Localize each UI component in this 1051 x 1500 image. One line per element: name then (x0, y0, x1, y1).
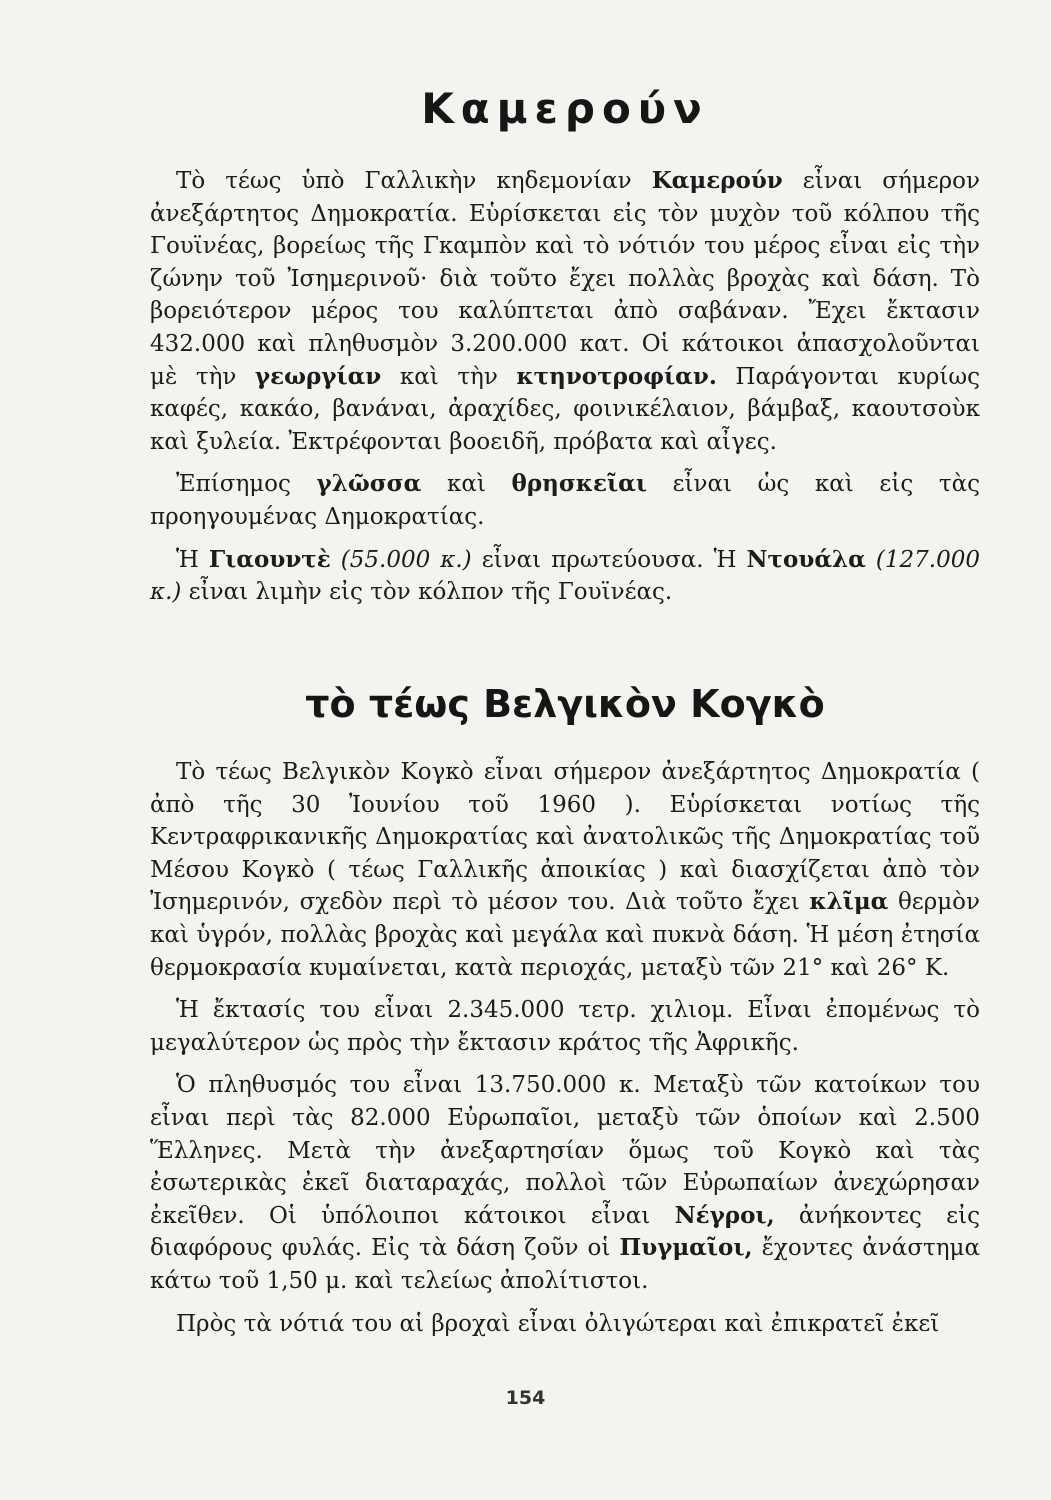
text-run: Ἡ (176, 546, 209, 573)
text-run: θερμὸν καὶ ὑγρόν, πολλὰς βροχὰς καὶ μεγάλα καὶ πυκνὰ δάση. Ἡ μέση ἐτησία θερμοκρασία κυμαίνεται, κατὰ περιοχάς, μεταξὺ τῶν 21° καὶ 26° Κ. (150, 889, 980, 981)
italic-figure: (127.000 κ.) (150, 546, 980, 606)
text-run: εἶναι σήμερον ἀνεξάρτητος Δημοκρατία. Εὑρίσκεται εἰς τὸν μυχὸν τοῦ κόλπου τῆς Γουϊνέας, βορείως τῆς Γκαμπὸν καὶ τὸ νότιόν του μέρος εἶναι εἰς τὴν ζώνην τοῦ Ἰσημερινοῦ· διὰ τοῦτο ἔχει πολλὰς βροχὰς καὶ δάση. Τὸ βορειότερον μέρος του καλύπτεται ἀπὸ σαβάναν. Ἔχει ἔκτασιν 432.000 καὶ πληθυσμὸν 3.200.000 κατ. Οἱ κάτοικοι ἀπασχολοῦνται μὲ τὴν (150, 168, 981, 390)
section-title-congo: τὸ τέως Βελγικὸν Κογκὸ (305, 682, 825, 726)
paragraph (150, 1069, 980, 1297)
text-run: καὶ τὴν (381, 363, 517, 390)
bold-term: κλῖμα (809, 888, 889, 916)
text-run: εἶναι λιμὴν εἰς τὸν κόλπον τῆς Γουϊνέας. (181, 579, 673, 606)
paragraph (150, 165, 980, 458)
paragraph: Πρὸς τὰ νότιά του αἱ βροχαὶ εἶναι ὀλιγώτεραι καὶ ἐπικρατεῖ ἐκεῖ (176, 1310, 940, 1337)
text-run: ἔχοντες ἀνάστημα κάτω τοῦ 1,50 μ. καὶ τελείως ἀπολίτιστοι. (150, 1235, 980, 1294)
paragraph (150, 756, 980, 984)
text-run: ἀνήκοντες εἰς διαφόρους φυλάς. Εἰς τὰ δάση ζοῦν οἱ (150, 1202, 980, 1262)
text-run: Ὁ πληθυσμός του εἶναι 13.750.000 κ. Μεταξὺ τῶν κατοίκων του εἶναι περὶ τὰς 82.000 Εὐρωπαῖοι, μεταξὺ τῶν ὁποίων καὶ 2.500 Ἕλληνες. Μετὰ τὴν ἀνεξαρτησίαν ὅμως τοῦ Κογκὸ καὶ τὰς ἐσωτερικὰς ἐκεῖ διαταραχάς, πολλοὶ τῶν Εὐρωπαίων ἀνεχώρησαν ἐκεῖθεν. Οἱ ὑπόλοιποι κάτοικοι εἶναι (150, 1072, 980, 1229)
bold-term: γεωργίαν (254, 362, 382, 390)
bold-term: Πυγμαῖοι, (619, 1234, 753, 1262)
text-run: Ἐπίσημος (176, 471, 317, 498)
bold-term: Καμερούν (651, 167, 783, 194)
text-run: Τὸ τέως ὑπὸ Γαλλικὴν κηδεμονίαν (176, 168, 652, 194)
paragraph (150, 544, 980, 609)
text-run: εἶναι πρωτεύουσα. Ἡ (471, 546, 747, 573)
italic-figure: (55.000 κ.) (330, 546, 472, 573)
bold-term: θρησκεῖαι (511, 470, 647, 498)
bold-term: κτηνοτροφίαν. (516, 362, 717, 390)
paragraph (150, 468, 980, 533)
bold-term: Νέγροι, (674, 1201, 775, 1229)
text-run: εἶναι ὡς καὶ εἰς τὰς προηγουμένας Δημοκρατίας. (150, 471, 980, 530)
bold-term: Ντουάλα (746, 545, 866, 573)
bold-term: Γιαουντὲ (208, 545, 331, 573)
bold-term: γλῶσσα (316, 470, 422, 498)
paragraph: Ἡ ἔκτασίς του εἶναι 2.345.000 τετρ. χιλιομ. Εἶναι ἐπομένως τὸ μεγαλύτερον ὡς πρὸς τὴν ἔκτασιν κράτος τῆς Ἀφρικῆς. (150, 997, 980, 1056)
section-title-cameroon: Καμερούν (421, 84, 709, 133)
section-congo (150, 756, 980, 1340)
text-run: Τὸ τέως Βελγικὸν Κογκὸ εἶναι σήμερον ἀνεξάρτητος Δημοκρατία ( ἀπὸ τῆς 30 Ἰουνίου τοῦ 1960 ). Εὑρίσκεται νοτίως τῆς Κεντραφρικανικῆς Δημοκρατίας καὶ ἀνατολικῶς τῆς Δημοκρατίας τοῦ Μέσου Κογκὸ ( τέως Γαλλικῆς ἀποικίας ) καὶ διασχίζεται ἀπὸ τὸν Ἰσημερινόν, σχεδὸν περὶ τὸ μέσον του. Διὰ τοῦτο ἔχει (150, 759, 980, 916)
section-cameroon (150, 165, 980, 609)
text-run: καὶ (421, 471, 512, 498)
text-run: Παράγονται κυρίως καφές, κακάο, βανάναι, ἀραχίδες, φοινικέλαιον, βάμβαξ, καουτσοὺκ καὶ ξυλεία. Ἐκτρέφονται βοοειδῆ, πρόβατα καὶ αἶγες. (150, 363, 981, 455)
page-number: 154 (505, 1387, 546, 1409)
